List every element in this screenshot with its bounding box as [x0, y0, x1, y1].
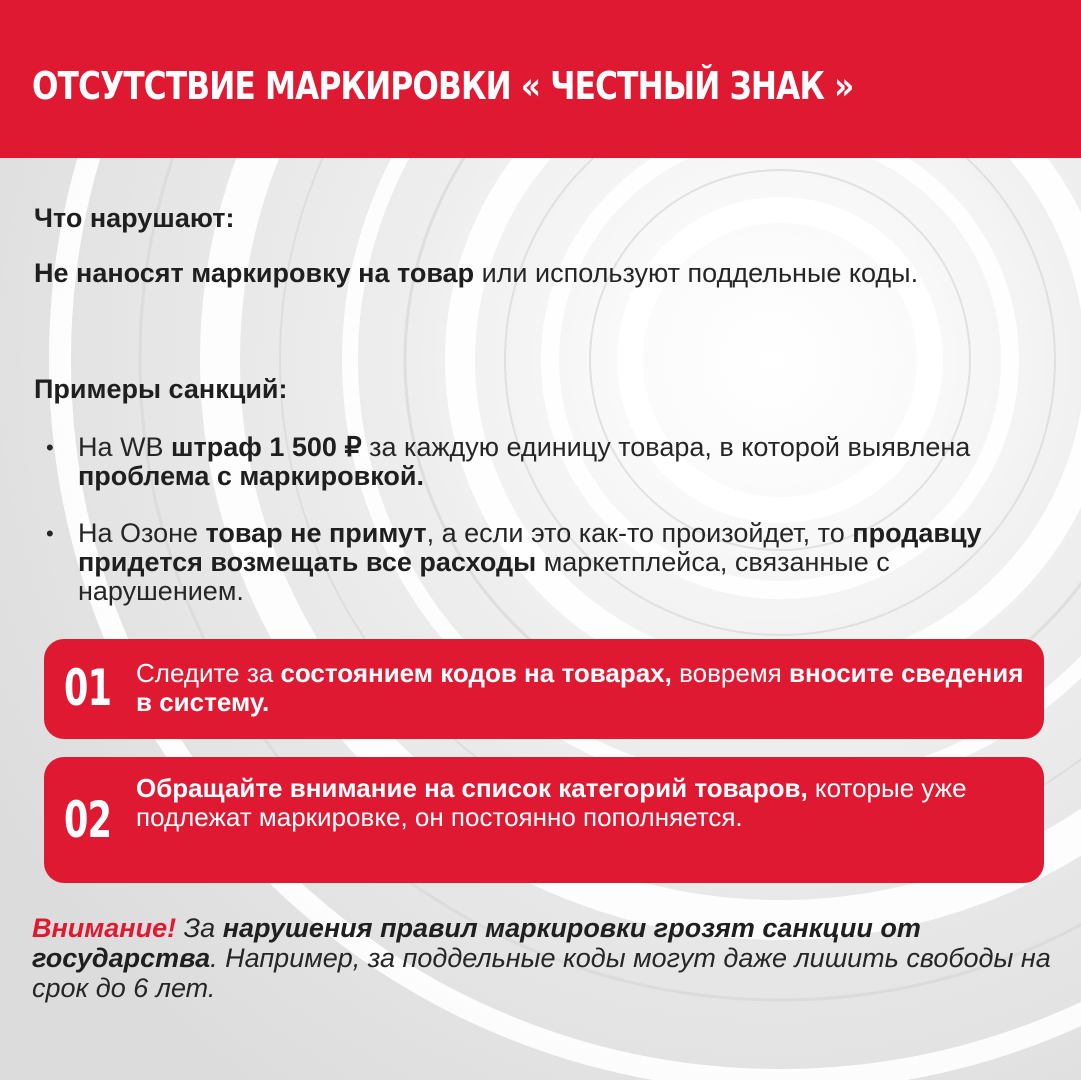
page-title: ОТСУТСТВИЕ МАРКИРОВКИ « ЧЕСТНЫЙ ЗНАК »: [32, 64, 854, 108]
bullet-dot: •: [46, 435, 54, 460]
tip-text-part: Следите за: [136, 658, 281, 688]
tip-bold-part: состоянием кодов на товарах,: [280, 658, 672, 688]
header-banner: [0, 0, 1081, 158]
sanction-fine: штраф 1 500 ₽: [171, 432, 362, 462]
tip-bold-part: Обращайте внимание на список категорий товаров,: [136, 773, 808, 803]
tip-text: [136, 774, 1026, 832]
tip-number: 01: [64, 659, 112, 717]
warning-bold-part: нарушения правил маркировки грозят санкции от государства: [32, 913, 921, 973]
sanction-text: [78, 519, 1038, 606]
tip-number: 02: [64, 791, 112, 849]
sanction-text: [78, 433, 1038, 491]
violation-bold: Не наносят маркировку на товар: [34, 258, 475, 288]
warning-text-part: За: [176, 913, 223, 943]
tip-text: [136, 659, 1026, 717]
sanction-text-part: , а если это как-то произойдет, то: [426, 518, 853, 548]
violation-text: [34, 258, 1044, 289]
sanction-text-part: На WB: [78, 432, 172, 462]
sanction-reject: товар не примут: [205, 518, 427, 548]
sanction-text-part: На Озоне: [78, 518, 206, 548]
sanction-text-part: за каждую единицу товара, в которой выявлена: [361, 432, 971, 462]
tip-text-part: которые уже подлежат маркировке, он постоянно пополняется.: [136, 773, 967, 832]
warning-text-part: . Например, за поддельные коды могут даже лишить свободы на срок до 6 лет.: [32, 943, 1051, 1003]
tip-bold-part: вносите сведения в систему.: [136, 658, 1024, 717]
bullet-dot: •: [46, 521, 54, 546]
warning-note: [32, 913, 1062, 1003]
tip-text-part: вовремя: [671, 658, 789, 688]
sanction-problem: проблема с маркировкой.: [78, 461, 424, 491]
sanctions-heading: Примеры санкций:: [34, 374, 288, 404]
violation-rest: или используют поддельные коды.: [474, 258, 919, 288]
sanction-text-part: маркетплейса, связанные с нарушением.: [78, 547, 890, 606]
warning-label: Внимание!: [32, 913, 177, 943]
tip-card-02: [44, 757, 1044, 883]
violation-heading: Что нарушают:: [34, 203, 235, 233]
tip-card-01: [44, 639, 1044, 739]
sanction-compensation: продавцу придется возмещать все расходы: [78, 518, 982, 577]
